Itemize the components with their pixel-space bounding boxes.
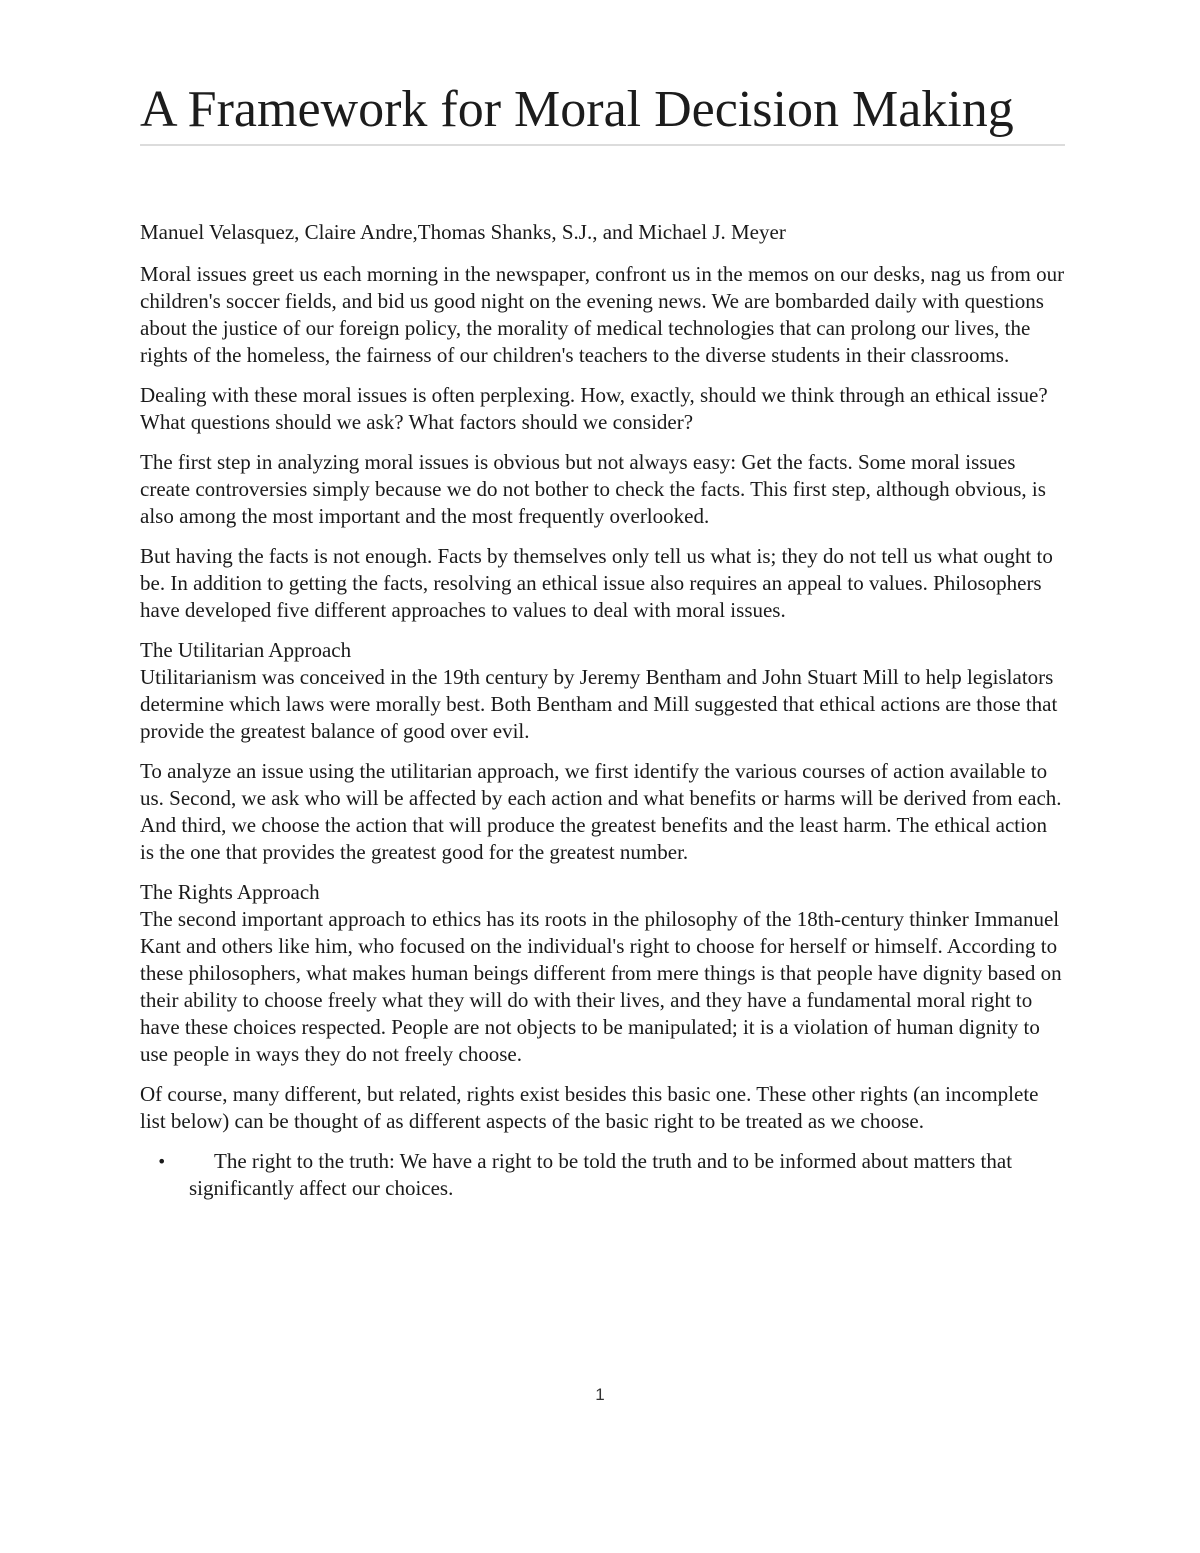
rights-paragraph-2: Of course, many different, but related, rights exist besides this basic one. These other rights (an incomplete list below) can be thought of as different aspects of the basic right to be treated as we choose. — [140, 1082, 1039, 1133]
utilitarian-paragraph-1: Utilitarianism was conceived in the 19th century by Jeremy Bentham and John Stuart Mill to help legislators determine which laws were morally best. Both Bentham and Mill suggested that ethical actions are those that provide the greatest balance of good over evil. — [140, 665, 1058, 743]
rights-heading: The Rights Approach — [140, 880, 320, 904]
bullet-icon: • — [157, 1152, 167, 1171]
rights-bullet-list — [140, 1148, 1065, 1202]
list-item — [140, 1148, 1065, 1202]
document-title: A Framework for Moral Decision Making — [140, 78, 1065, 146]
bullet-text: The right to the truth: We have a right to be told the truth and to be informed about matters that significantly affect our choices. — [189, 1149, 1013, 1200]
page-number: 1 — [595, 1385, 605, 1404]
intro-paragraph-3: The first step in analyzing moral issues is obvious but not always easy: Get the facts. Some moral issues create controversies simply because we do not bother to check the facts. This first step, although obvious, is also among the most important and the most frequently overlooked. — [140, 450, 1046, 528]
intro-paragraph-2: Dealing with these moral issues is often perplexing. How, exactly, should we think through an ethical issue? What questions should we ask? What factors should we consider? — [140, 383, 1048, 434]
utilitarian-section — [140, 637, 1065, 745]
rights-paragraph-1: The second important approach to ethics has its roots in the philosophy of the 18th-century thinker Immanuel Kant and others like him, who focused on the individual's right to choose for herself or himself. According to these philosophers, what makes human beings different from mere things is that people have dignity based on their ability to choose freely what they will do with their lives, and they have a fundamental moral right to have these choices respected. People are not objects to be manipulated; it is a violation of human dignity to use people in ways they do not freely choose. — [140, 907, 1062, 1066]
utilitarian-paragraph-2: To analyze an issue using the utilitarian approach, we first identify the various courses of action available to us. Second, we ask who will be affected by each action and what benefits or harms will be derived from each. And third, we choose the action that will produce the greatest benefits and the least harm. The ethical action is the one that provides the greatest good for the greatest number. — [140, 759, 1062, 864]
rights-section — [140, 879, 1065, 1068]
author-line: Manuel Velasquez, Claire Andre,Thomas Shanks, S.J., and Michael J. Meyer — [140, 220, 786, 244]
intro-paragraph-1: Moral issues greet us each morning in the newspaper, confront us in the memos on our desks, nag us from our children's soccer fields, and bid us good night on the evening news. We are bombarded daily with questions about the justice of our foreign policy, the morality of medical technologies that can prolong our lives, the rights of the homeless, the fairness of our children's teachers to the diverse students in their classrooms. — [140, 262, 1065, 367]
utilitarian-heading: The Utilitarian Approach — [140, 638, 352, 662]
intro-paragraph-4: But having the facts is not enough. Facts by themselves only tell us what is; they do not tell us what ought to be. In addition to getting the facts, resolving an ethical issue also requires an appeal to values. Philosophers have developed five different approaches to values to deal with moral issues. — [140, 544, 1053, 622]
document-body — [140, 219, 1065, 1202]
